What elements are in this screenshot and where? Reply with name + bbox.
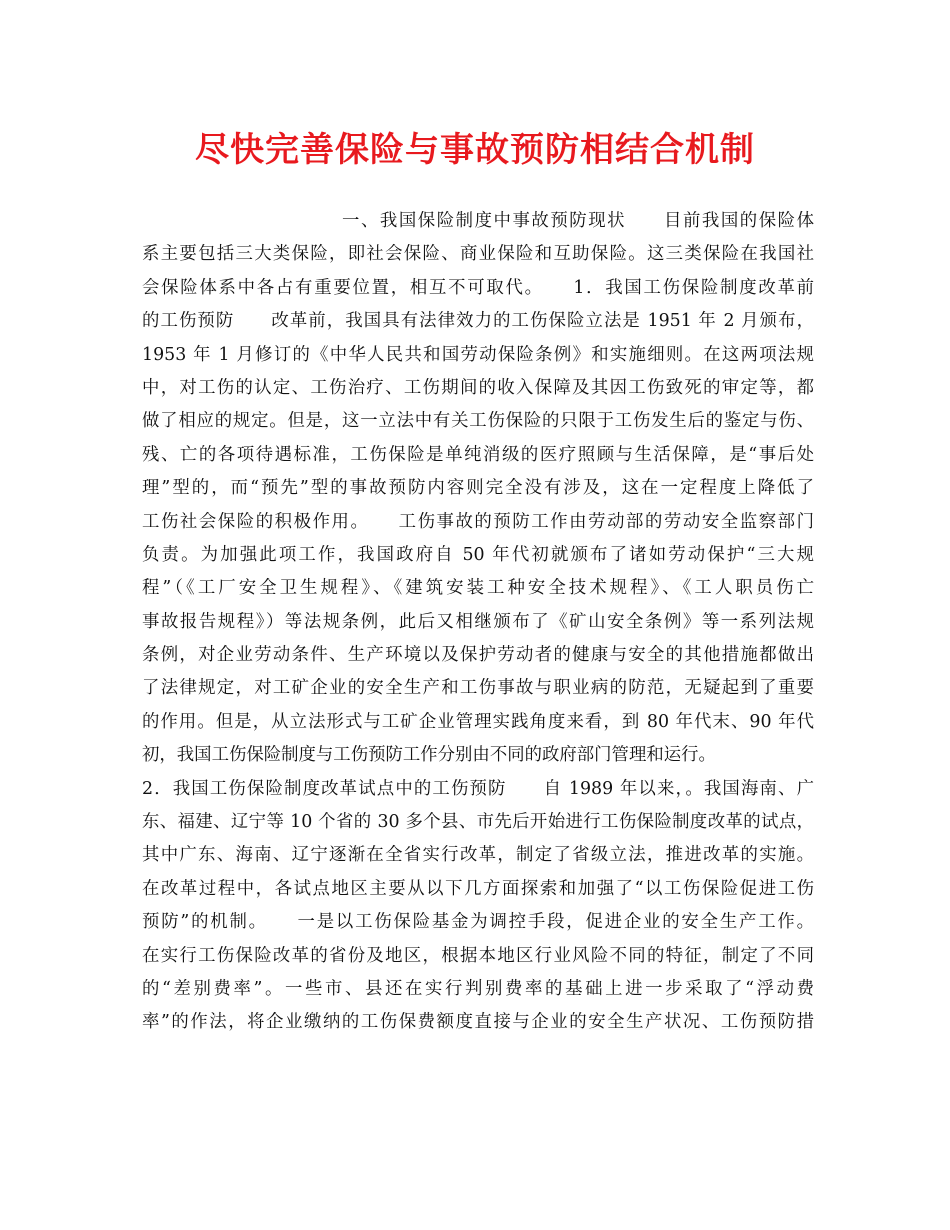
body-line: 条例，对企业劳动条件、生产环境以及保护劳动者的健康与安全的其他措施都做出 [142,645,814,666]
body-line: 残、亡的各项待遇标准，工伤保险是单纯消级的医疗照顾与生活保障，是“事后处 [142,444,814,465]
body-line: 其中广东、海南、辽宁逐渐在全省实行改革，制定了省级立法，推进改革的实施。 [142,845,814,866]
body-line: 中，对工伤的认定、工伤治疗、工伤期间的收入保障及其因工伤致死的审定等，都 [142,377,814,398]
body-line: 在改革过程中，各试点地区主要从以下几方面探索和加强了“以工伤保险促进工伤 [142,878,814,899]
body-line: 系主要包括三大类保险，即社会保险、商业保险和互助保险。这三类保险在我国社 [142,244,814,265]
body-line: 做了相应的规定。但是，这一立法中有关工伤保险的只限于工伤发生后的鉴定与伤、 [142,411,814,432]
body-line: 1953 年 1 月修订的《中华人民共和国劳动保险条例》和实施细则。在这两项法规 [142,344,814,365]
body-line: 预防”的机制。 一是以工伤保险基金为调控手段，促进企业的安全生产工作。 [142,912,814,933]
document-title: 尽快完善保险与事故预防相结合机制 [195,130,755,170]
body-line: 的作用。但是，从立法形式与工矿企业管理实践角度来看，到 80 年代末、90 年代 [142,711,814,732]
body-line: 了法律规定，对工矿企业的安全生产和工伤事故与职业病的防范，无疑起到了重要 [142,678,814,699]
body-line: 的“差别费率”。一些市、县还在实行判别费率的基础上进一步采取了“浮动费 [142,978,814,999]
body-line: 会保险体系中各占有重要位置，相互不可取代。 1．我国工伤保险制度改革前 [142,277,814,298]
body-line: 一、我国保险制度中事故预防现状 目前我国的保险体 [342,211,814,231]
body-line: 东、福建、辽宁等 10 个省的 30 多个县、市先后开始进行工伤保险制度改革的试点， [142,812,814,833]
body-line: 初，我国工伤保险制度与工伤预防工作分别由不同的政府部门管理和运行。 [142,745,716,766]
body-line: 程”（《工厂安全卫生规程》、《建筑安装工种安全技术规程》、《工人职员伤亡 [142,578,814,599]
body-line: 负责。为加强此项工作，我国政府自 50 年代初就颁布了诸如劳动保护“三大规 [142,544,814,565]
body-line: 理”型的，而“预先”型的事故预防内容则完全没有涉及，这在一定程度上降低了 [142,478,814,499]
body-line: 2．我国工伤保险制度改革试点中的工伤预防 自 1989 年以来，。我国海南、广 [142,778,814,799]
body-line: 事故报告规程》）等法规条例，此后又相继颁布了《矿山安全条例》等一系列法规 [142,611,814,632]
body-line: 的工伤预防 改革前，我国具有法律效力的工伤保险立法是 1951 年 2 月颁布， [142,311,814,332]
body-line: 工伤社会保险的积极作用。 工伤事故的预防工作由劳动部的劳动安全监察部门 [142,511,814,532]
document-body [142,205,814,1040]
body-line: 在实行工伤保险改革的省份及地区，根据本地区行业风险不同的特征，制定了不同 [142,945,814,966]
body-line: 率”的作法，将企业缴纳的工伤保费额度直接与企业的安全生产状况、工伤预防措 [142,1012,814,1033]
